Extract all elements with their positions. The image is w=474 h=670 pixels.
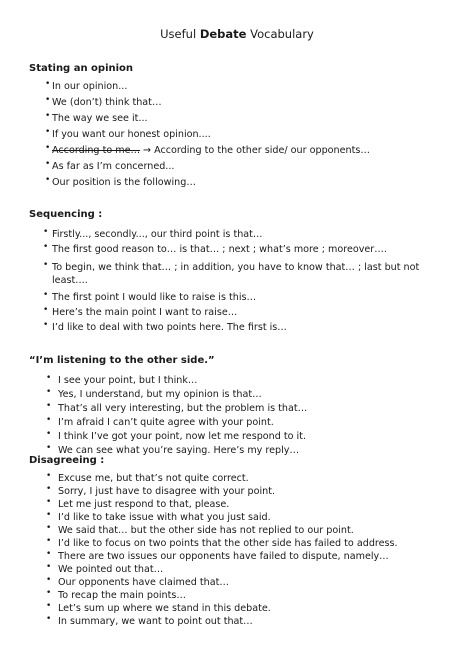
list-item-correction: → According to the other side/ our opponents… [143, 145, 370, 156]
list-item: In summary, we want to point out that… [58, 616, 253, 627]
bullet-icon: • [46, 373, 52, 383]
bullet-icon: • [46, 614, 52, 624]
list-item: Let me just respond to that, please. [58, 499, 230, 510]
list-item: To begin, we think that… ; in addition, you have to know that… ; last but not least…. [52, 262, 420, 286]
list-item: That’s all very interesting, but the problem is that… [58, 403, 308, 414]
bullet-icon: • [46, 471, 52, 481]
bullet-icon: • [45, 127, 51, 137]
list-item: I’d like to focus on two points that the other side has failed to address. [58, 538, 398, 549]
list-item: If you want our honest opinion.... [52, 129, 211, 140]
bullet-icon: • [46, 601, 52, 611]
bullet-icon: • [45, 111, 51, 121]
bullet-icon: • [46, 575, 52, 585]
section-heading-disagreeing: Disagreeing : [29, 455, 105, 466]
list-item: Yes, I understand, but my opinion is that… [58, 389, 262, 400]
list-item: As far as I’m concerned... [52, 161, 175, 172]
list-item: Here’s the main point I want to raise… [52, 307, 238, 318]
bullet-icon: • [46, 510, 52, 520]
bullet-icon: • [46, 549, 52, 559]
list-item: I think I’ve got your point, now let me respond to it. [58, 431, 307, 442]
list-item: To recap the main points… [58, 590, 186, 601]
bullet-icon: • [46, 387, 52, 397]
list-item-struck: According to me… [52, 145, 141, 156]
list-item: Sorry, I just have to disagree with your point. [58, 486, 276, 497]
section-heading-stating-opinion: Stating an opinion [29, 63, 134, 74]
list-item: We pointed out that… [58, 564, 164, 575]
list-item: We can see what you’re saying. Here’s my reply… [58, 445, 300, 456]
bullet-icon: • [46, 497, 52, 507]
bullet-icon: • [45, 95, 51, 105]
bullet-icon: • [45, 159, 51, 169]
list-item: In our opinion... [52, 81, 128, 92]
bullet-icon: • [43, 320, 49, 330]
page-title: Useful Debate Vocabulary [160, 27, 314, 41]
bullet-icon: • [43, 227, 49, 237]
list-item: I’d like to take issue with what you just said. [58, 512, 271, 523]
list-item: Our opponents have claimed that… [58, 577, 229, 588]
list-item: The first good reason to… is that… ; next ; what’s more ; moreover…. [52, 244, 387, 255]
list-item: The way we see it... [52, 113, 148, 124]
bullet-icon: • [46, 588, 52, 598]
list-item: Excuse me, but that’s not quite correct. [58, 473, 249, 484]
bullet-icon: • [45, 79, 51, 89]
list-item: I’d like to deal with two points here. The first is… [52, 322, 287, 333]
bullet-icon: • [46, 401, 52, 411]
section-heading-listening: “I’m listening to the other side.” [29, 355, 215, 366]
bullet-icon: • [43, 290, 49, 300]
bullet-icon: • [43, 242, 49, 252]
section-heading-sequencing: Sequencing : [29, 209, 103, 220]
bullet-icon: • [46, 562, 52, 572]
bullet-icon: • [45, 175, 51, 185]
list-item: The first point I would like to raise is this… [52, 292, 257, 303]
bullet-icon: • [46, 536, 52, 546]
bullet-icon: • [43, 260, 49, 270]
list-item: We said that… but the other side has not replied to our point. [58, 525, 354, 536]
list-item: We (don’t) think that… [52, 97, 162, 108]
bullet-icon: • [46, 429, 52, 439]
list-item: There are two issues our opponents have failed to dispute, namely… [58, 551, 389, 562]
list-item: I’m afraid I can’t quite agree with your point. [58, 417, 274, 428]
list-item: Firstly..., secondly..., our third point is that… [52, 229, 263, 240]
bullet-icon: • [46, 415, 52, 425]
bullet-icon: • [45, 143, 51, 153]
list-item: Let’s sum up where we stand in this debate. [58, 603, 271, 614]
bullet-icon: • [46, 484, 52, 494]
bullet-icon: • [46, 523, 52, 533]
bullet-icon: • [46, 443, 52, 453]
list-item: I see your point, but I think… [58, 375, 198, 386]
bullet-icon: • [43, 305, 49, 315]
list-item: Our position is the following… [52, 177, 196, 188]
